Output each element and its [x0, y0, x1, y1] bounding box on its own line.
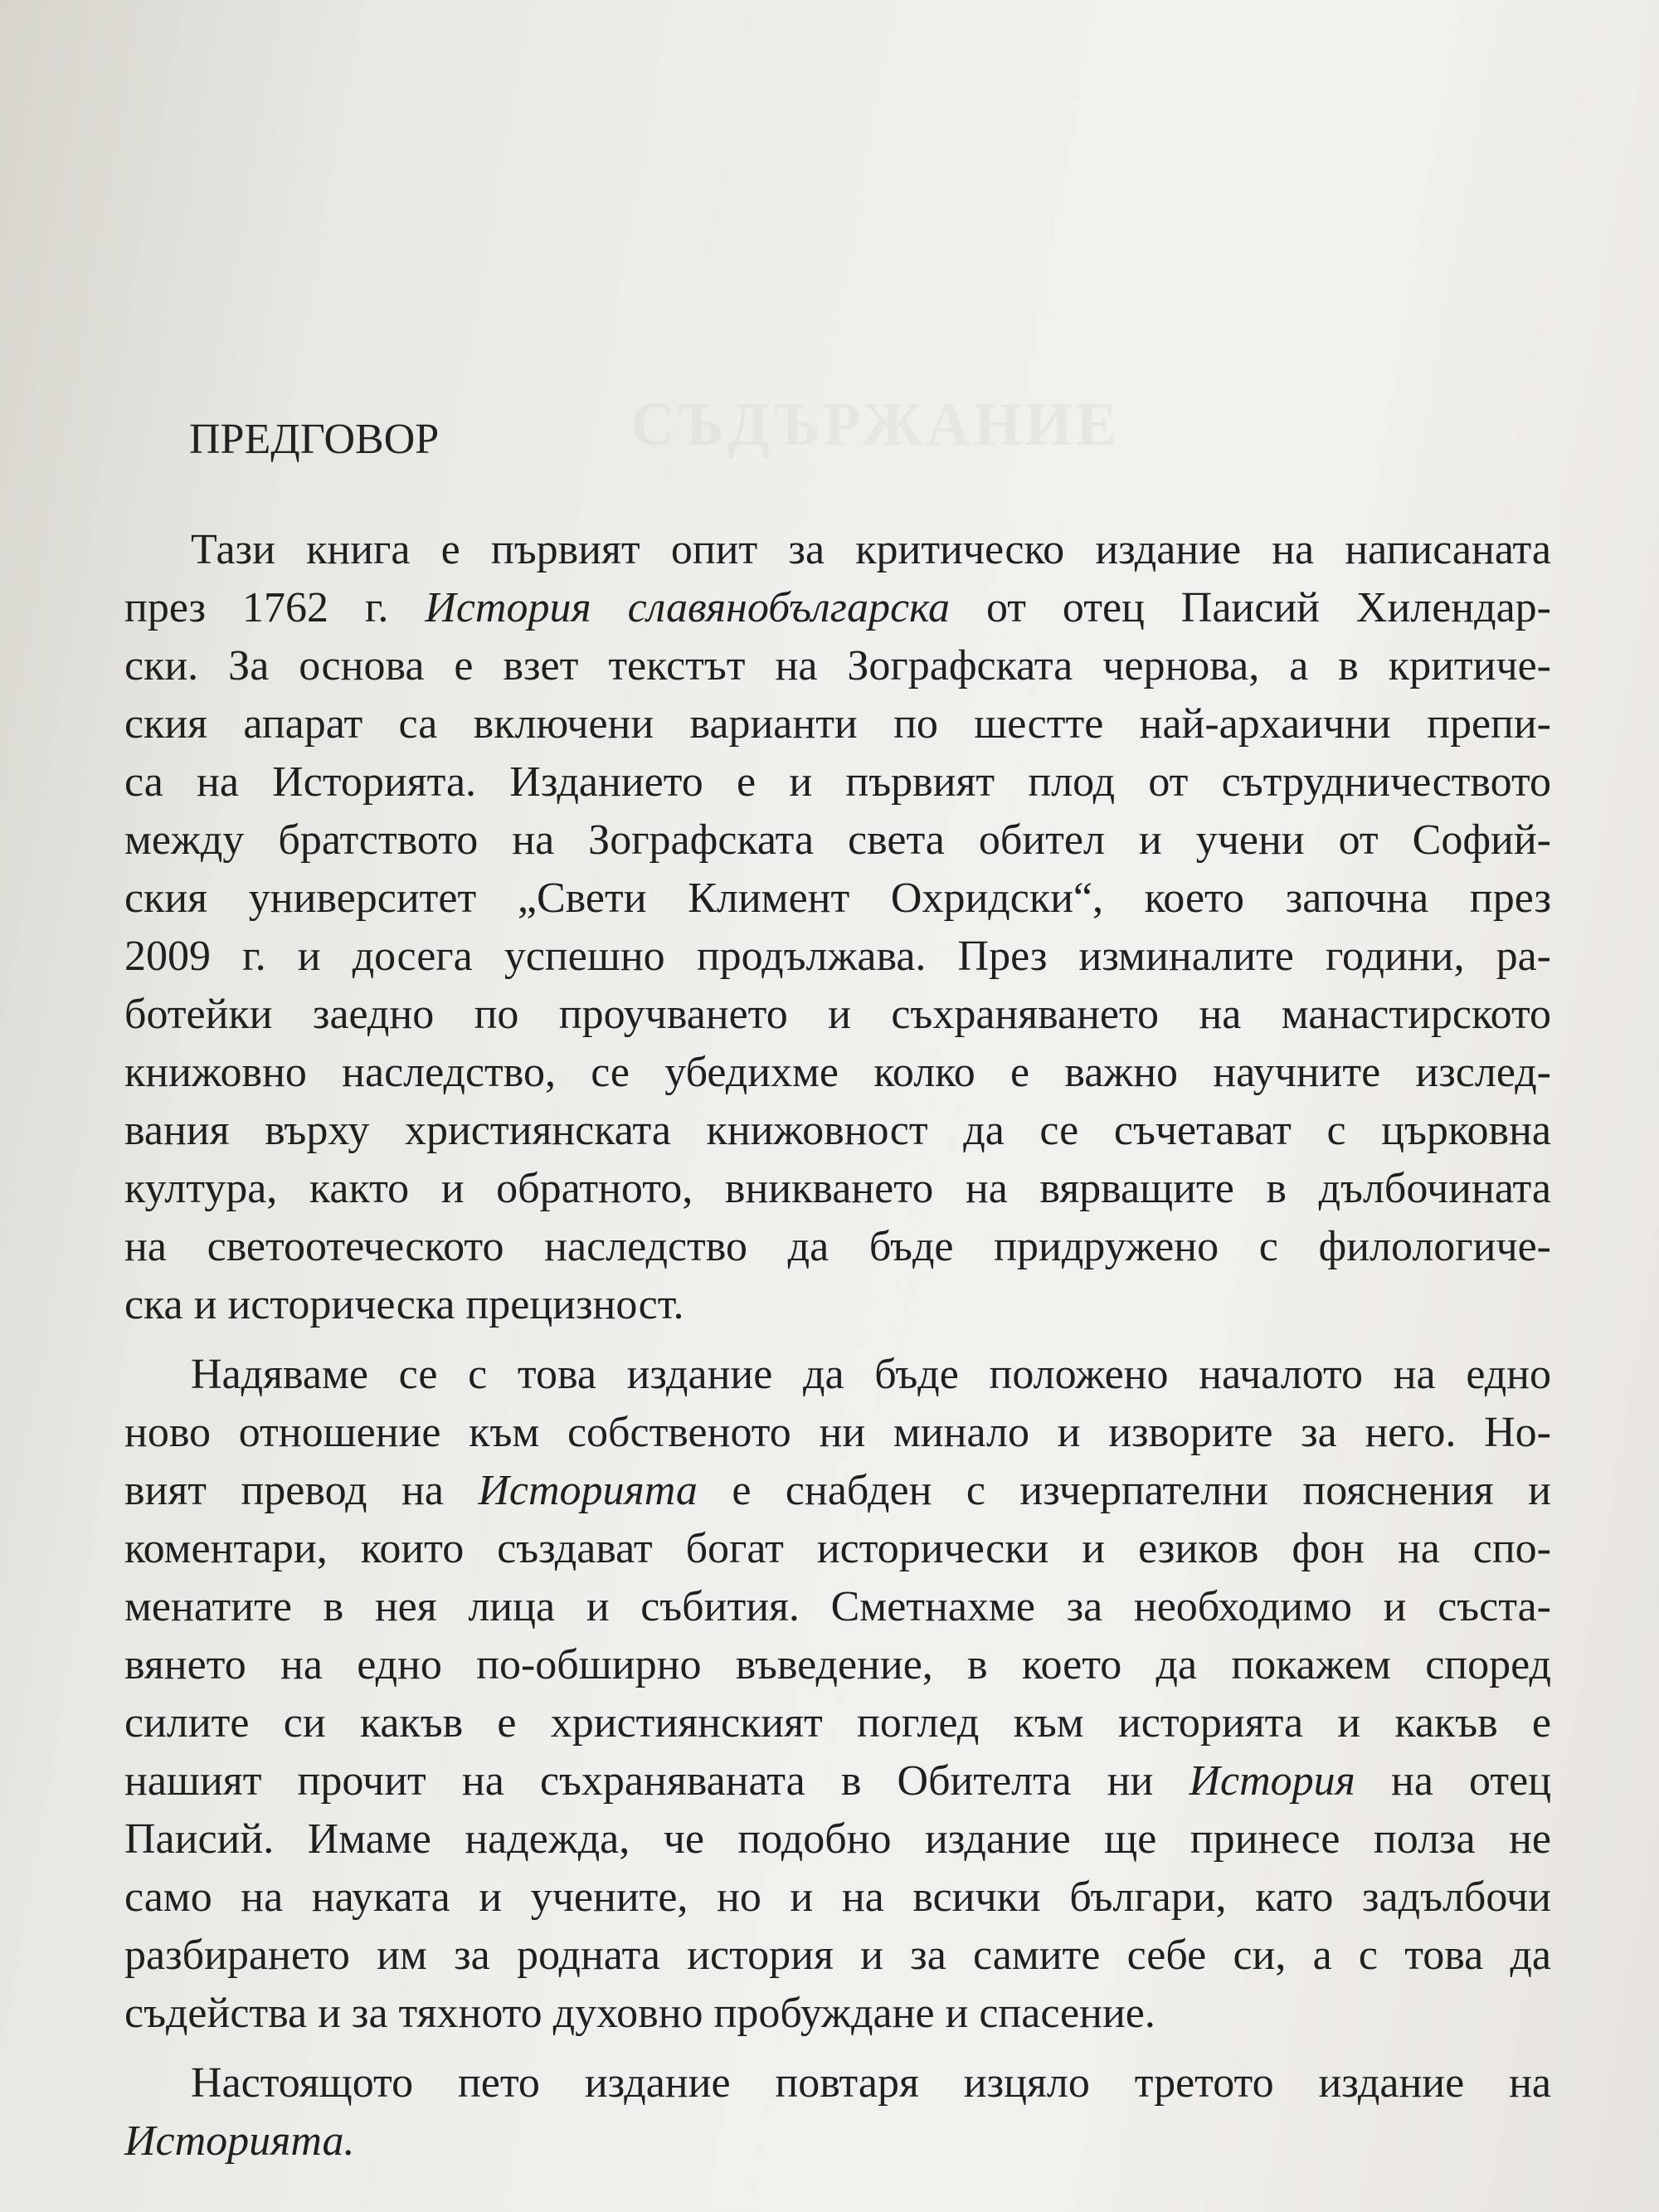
text-segment: ския университет „Свети Климент Охридски“, което започна през: [124, 875, 1551, 922]
italic-title: История славянобългарска: [425, 584, 951, 631]
text-segment: вания върху християнската книжовност да се съчетават с църковна: [124, 1107, 1551, 1154]
text-line: [124, 986, 1551, 1044]
text-segment: между братството на Зографската света обител и учени от Софий-: [124, 816, 1551, 864]
text-line: [124, 811, 1551, 870]
text-segment: през 1762 г.: [124, 584, 426, 631]
text-segment: са на Историята. Изданието е и първият плод от сътрудничеството: [124, 758, 1551, 806]
bleed-through-text: СЪДЪРЖАНИЕ: [630, 391, 1121, 459]
paragraph: [124, 521, 1551, 1334]
text-line: [124, 579, 1551, 637]
text-segment: менатите в нея лица и събития. Сметнахме за необходимо и съста-: [124, 1583, 1551, 1630]
text-segment: съдейства и за тяхното духовно пробуждане и спасение.: [124, 1990, 1155, 2037]
text-line: [124, 1578, 1551, 1636]
text-line: [124, 695, 1551, 753]
text-line: [124, 1276, 1551, 1334]
text-segment: Тази книга е първият опит за критическо издание на написаната: [191, 526, 1551, 573]
text-line: [124, 1810, 1551, 1869]
text-segment: вият превод на: [124, 1467, 479, 1514]
text-segment: ска и историческа прецизност.: [124, 1281, 684, 1328]
text-segment: Настоящото пето издание повтаря изцяло третото издание на: [191, 2059, 1551, 2107]
text-line: [124, 521, 1551, 579]
text-line: [124, 1102, 1551, 1160]
text-line: [124, 1927, 1551, 1985]
text-line: [124, 928, 1551, 986]
text-line: [124, 2112, 1551, 2171]
text-segment: разбирането им за родната история и за самите себе си, а с това да: [124, 1932, 1551, 1979]
text-segment: ски. За основа е взет текстът на Зографската чернова, а в критиче-: [124, 642, 1551, 689]
text-segment: Паисий. Имаме надежда, че подобно издание ще принесе полза не: [124, 1815, 1551, 1863]
text-segment: на светоотеческото наследство да бъде придружено с филологиче-: [124, 1223, 1551, 1270]
text-line: [124, 1462, 1551, 1520]
text-line: [124, 1044, 1551, 1102]
body-text: [124, 521, 1551, 2171]
paragraph-gap: [124, 1334, 1551, 1346]
italic-title: Историята: [478, 1467, 698, 1514]
text-segment: ботейки заедно по проучването и съхраняването на манастирското: [124, 991, 1551, 1038]
text-segment: от отец Паисий Хилендар-: [950, 584, 1551, 631]
text-segment: ново отношение към собственото ни минало и изворите за него. Но-: [124, 1409, 1551, 1456]
text-segment: ския апарат са включени варианти по шестте най-архаични препи-: [124, 700, 1551, 748]
page-title: ПРЕДГОВОР: [189, 416, 440, 463]
text-segment: вянето на едно по-обширно въведение, в което да покажем според: [124, 1641, 1551, 1688]
text-line: [124, 753, 1551, 811]
text-line: [124, 1636, 1551, 1694]
italic-title: История: [1189, 1757, 1355, 1805]
paragraph: [124, 1346, 1551, 2043]
text-segment: на отец: [1355, 1757, 1551, 1805]
text-segment: нашият прочит на съхраняваната в Обителта ни: [124, 1757, 1190, 1805]
text-segment: книжовно наследство, се убедихме колко е важно научните изслед-: [124, 1049, 1551, 1096]
text-line: [124, 1985, 1551, 2043]
text-line: [124, 1694, 1551, 1752]
text-segment: само на науката и учените, но и на всички българи, като задълбочи: [124, 1873, 1551, 1921]
text-segment: силите си какъв е християнският поглед към историята и какъв е: [124, 1699, 1551, 1747]
text-segment: Надяваме се с това издание да бъде положено началото на едно: [191, 1351, 1551, 1398]
paragraph-gap: [124, 2043, 1551, 2054]
text-line: [124, 1520, 1551, 1578]
text-line: [124, 1346, 1551, 1404]
text-line: [124, 1869, 1551, 1927]
text-line: [124, 870, 1551, 928]
text-segment: култура, както и обратното, вникването на вярващите в дълбочината: [124, 1165, 1551, 1212]
text-line: [124, 1160, 1551, 1218]
text-line: [124, 2054, 1551, 2112]
text-line: [124, 1218, 1551, 1276]
text-line: [124, 637, 1551, 695]
paragraph: [124, 2054, 1551, 2171]
text-segment: е снабден с изчерпателни пояснения и: [697, 1467, 1552, 1514]
text-line: [124, 1752, 1551, 1810]
text-segment: коментари, които създават богат исторически и езиков фон на спо-: [124, 1525, 1551, 1572]
text-segment: 2009 г. и досега успешно продължава. През изминалите години, ра-: [124, 933, 1551, 980]
italic-title: Историята.: [124, 2117, 355, 2165]
text-line: [124, 1404, 1551, 1462]
